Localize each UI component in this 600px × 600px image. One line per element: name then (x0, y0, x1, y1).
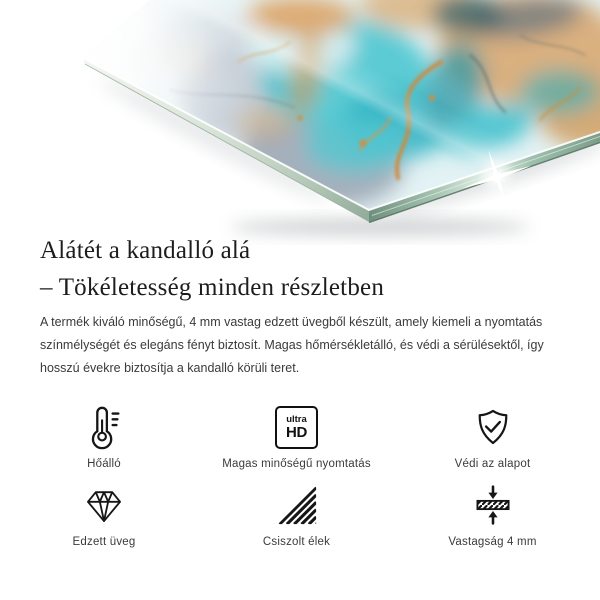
product-image (0, 0, 600, 246)
feature-polished-edges (178, 478, 415, 548)
feature-tempered-glass (30, 478, 178, 548)
ultra-hd-icon (275, 400, 318, 454)
glass-panel-photo (0, 0, 600, 246)
feature-print-quality (178, 400, 415, 470)
feature-thickness (415, 478, 570, 548)
feature-label: Védi az alapot (454, 458, 531, 470)
page-title-line2: – Tökéletesség minden részletben (40, 274, 385, 301)
product-description: A termék kiváló minőségű, 4 mm vastag edzett üvegből készült, amely kiemeli a nyomtatás színmélységét és elegáns fényt biztosít. Magas hőmérsékletálló, és védi a sérülésektől, így hosszú évekre biztosítja a kandalló körüli teret. (40, 315, 544, 375)
feature-heat-resistant (30, 400, 178, 470)
feature-label: Edzett üveg (72, 536, 136, 548)
diamond-icon (82, 478, 126, 532)
page-title (40, 232, 384, 306)
feature-label: Hőálló (87, 458, 121, 470)
feature-grid (30, 400, 570, 548)
ultra-hd-badge-top: ultra (286, 413, 307, 425)
feature-protects-base (415, 400, 570, 470)
thickness-icon (471, 478, 515, 532)
glass-artwork (0, 0, 600, 246)
thermometer-icon (81, 400, 127, 454)
ultra-hd-badge-bottom: HD (285, 423, 308, 441)
polished-edges-icon (275, 478, 319, 532)
feature-label: Magas minőségű nyomtatás (222, 458, 371, 470)
shield-check-icon (471, 400, 515, 454)
feature-label: Csiszolt élek (262, 536, 331, 548)
feature-label: Vastagság 4 mm (448, 536, 537, 548)
page-title-line1: Alátét a kandalló alá (40, 237, 251, 264)
